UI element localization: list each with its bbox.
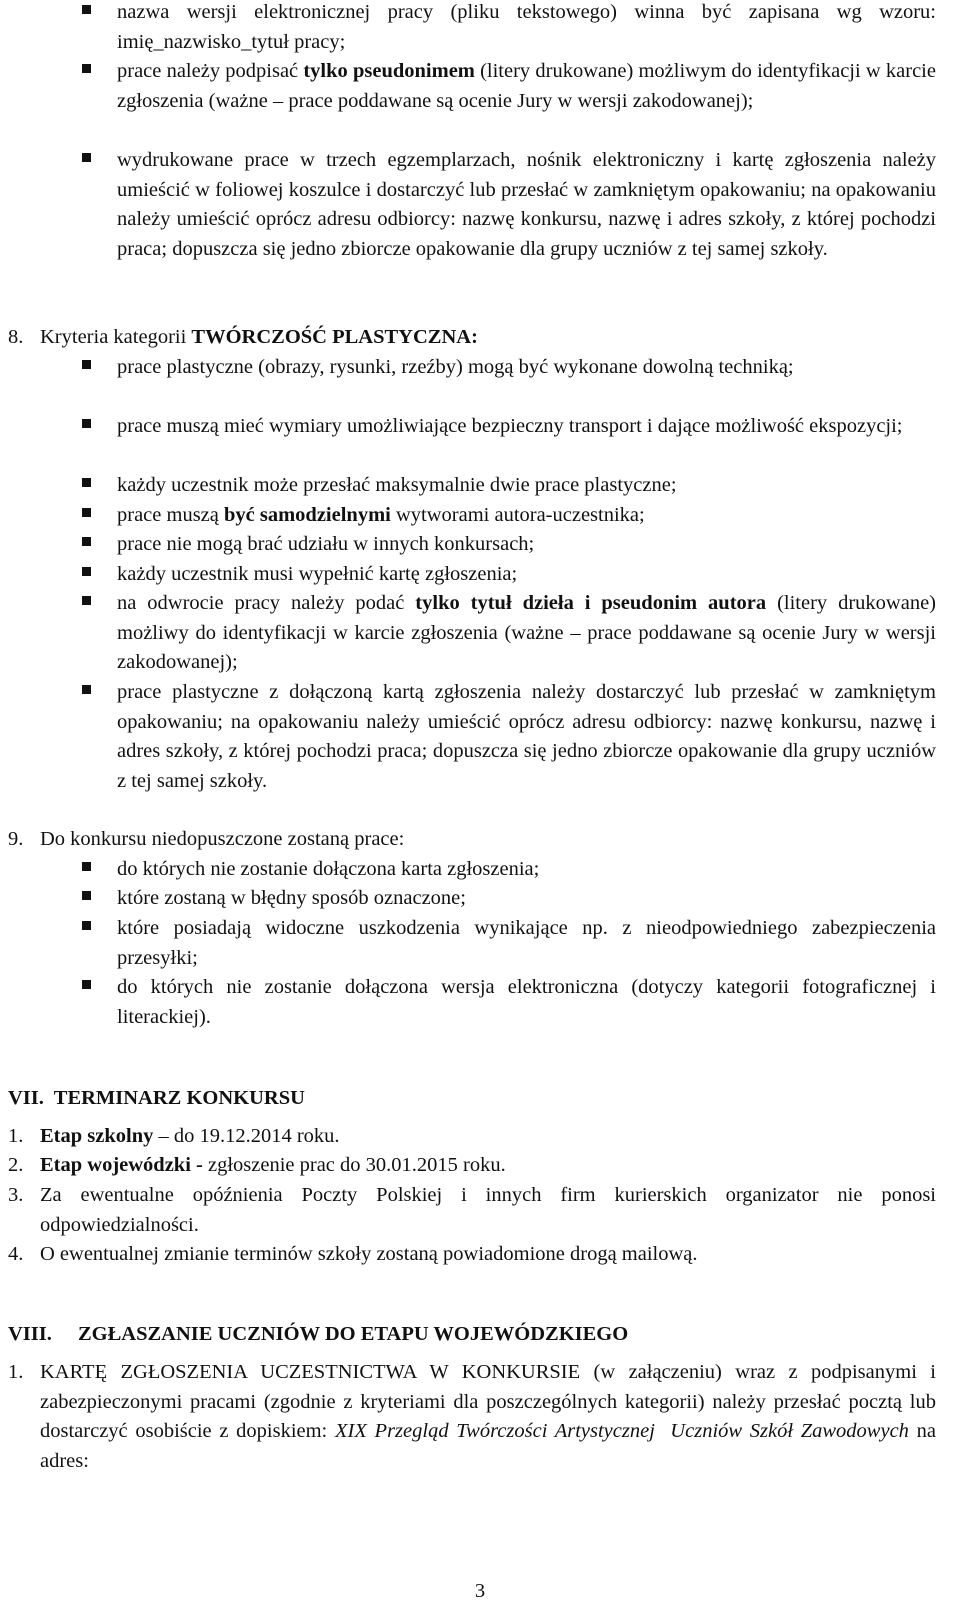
list-item: każdy uczestnik może przesłać maksymalnie dwie prace plastyczne; [117, 474, 677, 496]
list-item: Etap wojewódzki - zgłoszenie prac do 30.01.2015 roku. [40, 1154, 506, 1176]
bullet-square-icon [82, 478, 91, 487]
section-title: Do konkursu niedopuszczone zostaną prace: [40, 828, 405, 850]
list-item: prace należy podpisać tylko pseudonimem (litery drukowane) możliwym do identyfikacji w karcie zgłoszenia (ważne – prace poddawane są ocenie Jury w wersji zakodowanej); [117, 60, 936, 112]
bullet-square-icon [82, 360, 91, 369]
bullet-square-icon [82, 980, 91, 989]
item-number: 4. [8, 1243, 24, 1265]
list-item: na odwrocie pracy należy podać tylko tytuł dzieła i pseudonim autora (litery drukowane) możliwy do identyfikacji w karcie zgłoszenia (ważne – prace poddawane są ocenie Jury w wersji zakodowanej); [117, 592, 937, 673]
section-heading-number: VIII. [8, 1322, 52, 1345]
bullet-square-icon [82, 685, 91, 694]
section-number: 9. [8, 828, 24, 850]
bullet-square-icon [82, 419, 91, 428]
list-item: KARTĘ ZGŁOSZENIA UCZESTNICTWA W KONKURSIE (w załączeniu) wraz z podpisanymi i zabezpieczonymi pracami (zgodnie z kryteriami dla poszczególnych kategorii) należy przesłać pocztą lub dostarczyć osobiście z dopiskiem: XIX Przegląd Twórczości Artystycznej Uczniów Szkół Zawodowych na adres: [40, 1361, 936, 1472]
list-item: prace plastyczne z dołączoną kartą zgłoszenia należy dostarczyć lub przesłać w zamkniętym opakowaniu; na opakowaniu należy umieścić oprócz adresu odbiorcy: nazwę konkursu, nazwę i adres szkoły, z której pochodzi praca; dopuszcza się jedno zbiorcze opakowanie dla grupy uczniów z tej samej szkoły. [117, 681, 936, 792]
page-number: 3 [474, 1580, 486, 1602]
section-title: Kryteria kategorii TWÓRCZOŚĆ PLASTYCZNA: [40, 326, 478, 348]
bullet-square-icon [82, 508, 91, 517]
section-number: 8. [8, 326, 24, 348]
bullet-square-icon [82, 891, 91, 900]
list-item: do których nie zostanie dołączona wersja elektroniczna (dotyczy kategorii fotograficznej i literackiej). [117, 976, 936, 1028]
list-item: Za ewentualne opóźnienia Poczty Polskiej i innych firm kurierskich organizator nie ponosi odpowiedzialności. [40, 1184, 936, 1236]
item-number: 3. [8, 1184, 24, 1206]
list-item: prace muszą mieć wymiary umożliwiające bezpieczny transport i dające możliwość ekspozycji; [117, 415, 903, 437]
item-number: 1. [8, 1125, 24, 1147]
list-item: O ewentualnej zmianie terminów szkoły zostaną powiadomione drogą mailową. [40, 1243, 698, 1265]
list-item: nazwa wersji elektronicznej pracy (pliku tekstowego) winna być zapisana wg wzoru: imię_nazwisko_tytuł pracy; [117, 1, 936, 53]
item-number: 2. [8, 1154, 24, 1176]
bullet-square-icon [82, 64, 91, 73]
list-item: każdy uczestnik musi wypełnić kartę zgłoszenia; [117, 563, 518, 585]
list-item: prace muszą być samodzielnymi wytworami autora-uczestnika; [117, 504, 645, 526]
section-heading: ZGŁASZANIE UCZNIÓW DO ETAPU WOJEWÓDZKIEGO [78, 1322, 629, 1345]
section-heading: VII. TERMINARZ KONKURSU [8, 1086, 305, 1109]
bullet-square-icon [82, 153, 91, 162]
bullet-square-icon [82, 537, 91, 546]
list-item: które posiadają widoczne uszkodzenia wynikające np. z nieodpowiedniego zabezpieczenia przesyłki; [117, 917, 936, 969]
bullet-square-icon [82, 921, 91, 930]
bullet-square-icon [82, 596, 91, 605]
list-item: prace plastyczne (obrazy, rysunki, rzeźby) mogą być wykonane dowolną techniką; [117, 356, 794, 378]
list-item: prace nie mogą brać udziału w innych konkursach; [117, 533, 535, 555]
bullet-square-icon [82, 567, 91, 576]
item-number: 1. [8, 1361, 24, 1383]
list-item: do których nie zostanie dołączona karta zgłoszenia; [117, 858, 540, 880]
list-item: wydrukowane prace w trzech egzemplarzach, nośnik elektroniczny i kartę zgłoszenia należy umieścić w foliowej koszulce i dostarczyć lub przesłać w zamkniętym opakowaniu; na opakowaniu należy umieścić oprócz adresu odbiorcy: nazwę konkursu, nazwę i adres szkoły, z której pochodzi praca; dopuszcza się jedno zbiorcze opakowanie dla grupy uczniów z tej samej szkoły. [117, 149, 936, 260]
list-item: które zostaną w błędny sposób oznaczone; [117, 887, 466, 909]
bullet-square-icon [82, 5, 91, 14]
list-item: Etap szkolny – do 19.12.2014 roku. [40, 1125, 340, 1147]
bullet-square-icon [82, 862, 91, 871]
